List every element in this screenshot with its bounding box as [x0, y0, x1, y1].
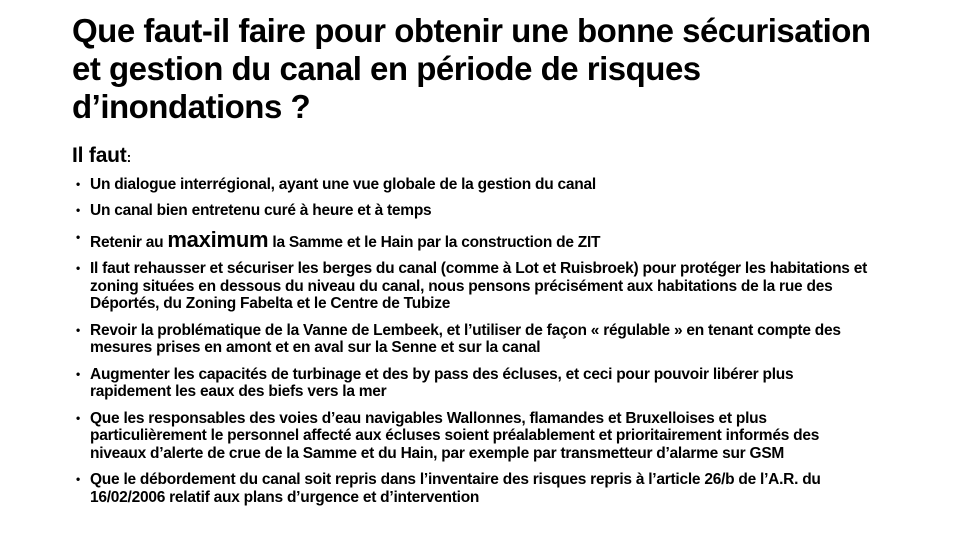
bullet-item [72, 202, 877, 220]
bullet-item [72, 260, 877, 313]
bullet-item [72, 366, 877, 401]
bullet-marker: • [76, 322, 80, 337]
bullet-item [72, 226, 877, 252]
slide-title: Que faut-il faire pour obtenir une bonne sécurisation et gestion du canal en période de risques d’inondations ? [72, 12, 871, 125]
bullet-text: Un dialogue interrégional, ayant une vue globale de la gestion du canal [90, 175, 596, 193]
bullet-text-emphasis: maximum [167, 226, 269, 252]
bullet-marker: • [76, 229, 80, 244]
bullet-text [90, 226, 877, 252]
intro-colon: : [126, 148, 132, 165]
bullet-marker: • [76, 366, 80, 381]
bullet-list [72, 176, 877, 507]
bullet-marker: • [76, 472, 80, 487]
bullet-text: Que le débordement du canal soit repris dans l’inventaire des risques repris à l’article 26/b de l’A.R. du 16/02/2006 relatif aux plans d’urgence et d’intervention [90, 471, 821, 506]
intro-line [72, 145, 900, 167]
bullet-item [72, 410, 877, 463]
bullet-marker: • [76, 176, 80, 191]
bullet-marker: • [76, 203, 80, 218]
bullet-text: Il faut rehausser et sécuriser les berges du canal (comme à Lot et Ruisbroek) pour protéger les habitations et zoning situées en dessous du niveau du canal, nous pensons précisément aux habitations de la rue des Déportés, du Zoning Fabelta et le Centre de Tubize [90, 260, 868, 313]
bullet-item [72, 176, 877, 194]
bullet-text: Un canal bien entretenu curé à heure et à temps [90, 202, 432, 220]
bullet-text-prefix: Retenir au [90, 233, 168, 251]
bullet-text: Augmenter les capacités de turbinage et des by pass des écluses, et ceci pour pouvoir libérer plus rapidement les eaux des biefs vers la mer [90, 365, 794, 401]
bullet-text-suffix: la Samme et le Hain par la construction de ZIT [268, 233, 601, 251]
bullet-item [72, 471, 877, 506]
bullet-text: Que les responsables des voies d’eau navigables Wallonnes, flamandes et Bruxelloises et plus particulièrement le personnel affecté aux écluses soient préalablement et prioritairement informés des niveaux d’alerte de crue de la Samme et du Hain, par exemple par transmetteur d’alarme sur GSM [90, 409, 820, 462]
bullet-item [72, 322, 877, 357]
bullet-text: Revoir la problématique de la Vanne de Lembeek, et l’utiliser de façon « régulable » en tenant compte des mesures prises en amont et en aval sur la Senne et sur la canal [90, 321, 841, 357]
bullet-marker: • [76, 410, 80, 425]
bullet-marker: • [76, 261, 80, 276]
intro-label: Il faut [72, 143, 127, 167]
